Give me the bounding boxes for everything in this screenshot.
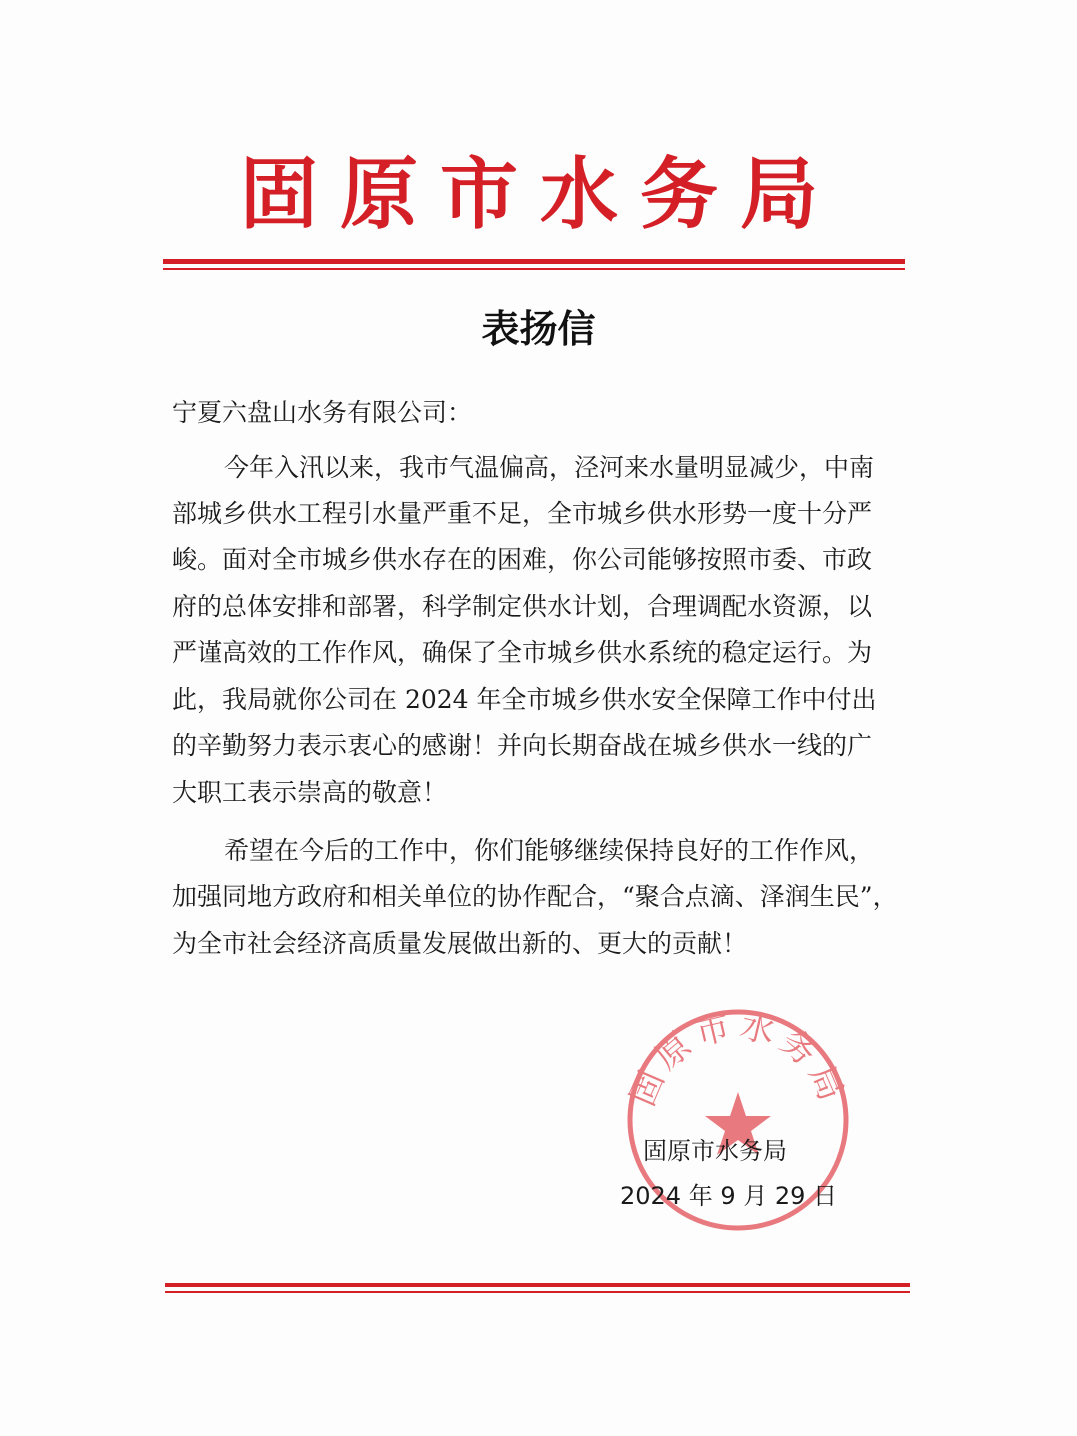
- body-line: 严谨高效的工作作风，确保了全市城乡供水系统的稳定运行。为: [172, 638, 873, 667]
- body-line: 府的总体安排和部署，科学制定供水计划，合理调配水资源，以: [172, 592, 873, 621]
- body-line: 峻。面对全市城乡供水存在的困难，你公司能够按照市委、市政: [172, 545, 873, 574]
- signature-org: 固原市水务局: [643, 1137, 787, 1165]
- body-line: 部城乡供水工程引水量严重不足，全市城乡供水形势一度十分严: [172, 499, 873, 528]
- body-line: 的辛勤努力表示衷心的感谢！并向长期奋战在城乡供水一线的广: [172, 731, 873, 760]
- body-line: 今年入汛以来，我市气温偏高，泾河来水量明显减少，中南: [224, 453, 875, 482]
- body-line: 希望在今后的工作中，你们能够继续保持良好的工作作风，: [224, 836, 875, 865]
- letterhead-title: 固原市水务局: [239, 150, 840, 240]
- letterhead-rule-thick: [163, 259, 905, 264]
- footer-rule-thin: [165, 1291, 910, 1293]
- signature-date: 2024 年 9 月 29 日: [620, 1182, 838, 1210]
- footer-rule-thick: [165, 1283, 910, 1287]
- letterhead-rule-thin: [163, 268, 905, 270]
- body-line: 大职工表示崇高的敬意！: [172, 778, 448, 807]
- salutation: 宁夏六盘山水务有限公司：: [172, 398, 473, 427]
- svg-text:固原市水务局: 固原市水务局: [622, 1005, 854, 1112]
- body-line: 加强同地方政府和相关单位的协作配合，“聚合点滴、泽润生民”，: [172, 882, 898, 911]
- body-line: 此，我局就你公司在 2024 年全市城乡供水安全保障工作中付出: [172, 685, 877, 714]
- body-line: 为全市社会经济高质量发展做出新的、更大的贡献！: [172, 929, 748, 958]
- document-title: 表扬信: [481, 307, 596, 351]
